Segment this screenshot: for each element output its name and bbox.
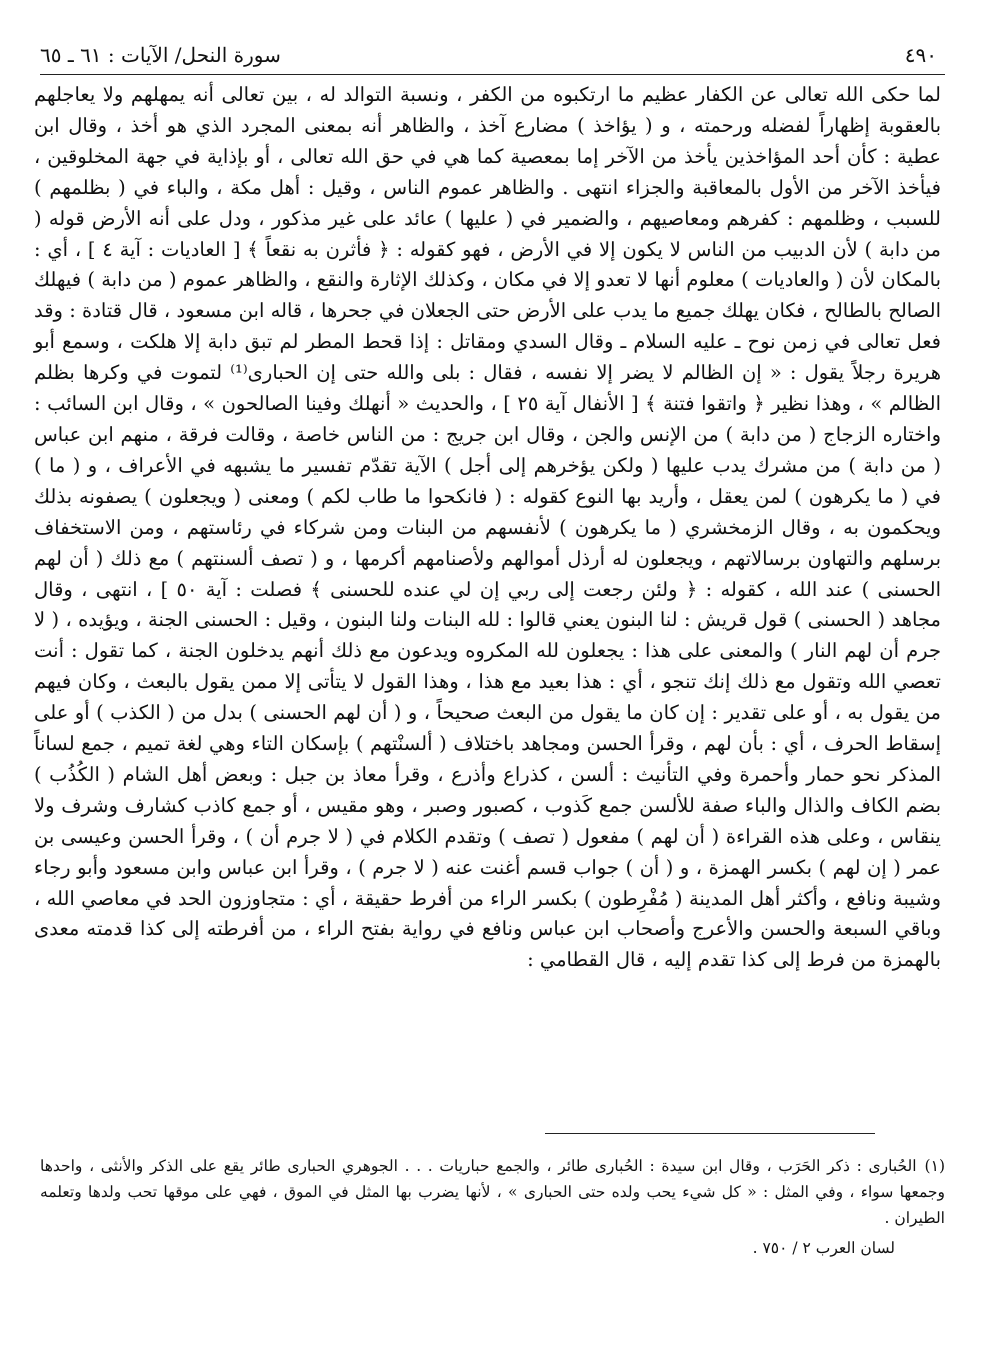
body-paragraph: لما حكى الله تعالى عن الكفار عظيم ما ارتكبوه من الكفر ، ونسبة التوالد له ، بين تعالى أنه يمهلهم ولا يعاجلهم بالعقوبة إظهاراً لفضله ورحمته ، و ( يؤاخذ ) مضارع آخذ ، والظاهر أنه بمعنى المجرد الذي هو أخذ ، وقال ابن عطية : كأن أحد المؤاخذين يأخذ من الآخر إما بمعصية كما هي في حق الله تعالى ، أو بإذاية في جهة المخلوقين ، فيأخذ الآخر من الأول بالمعاقبة والجزاء انتهى . والظاهر عموم الناس ، وقيل : أهل مكة ، والباء في ( بظلمهم ) للسبب ، وظلمهم : كفرهم ومعاصيهم ، والضمير في ( عليها ) عائد على غير مذكور ، ودل على أنه الأرض قوله ( من دابة ) لأن الدبيب من الناس لا يكون إلا في الأرض ، فهو كقوله : ﴿ فأثرن به نقعاً ﴾ [ العاديات : آية ٤ ] ، أي : بالمكان لأن ( والعاديات ) معلوم أنها لا تعدو إلا في مكان ، وكذلك الإثارة والنقع ، والظاهر عموم ( من دابة ) فيهلك الصالح بالطالح ، فكان يهلك جميع ما يدب على الأرض حتى الجعلان في جحرها ، قاله ابن مسعود ، قال قتادة : وقد فعل تعالى في زمن نوح ـ عليه السلام ـ وقال السدي ومقاتل : إذا قحط المطر لم تبق دابة إلا هلكت ، وسمع أبو هريرة رجلاً يقول : « إن الظالم لا يضر إلا نفسه ، فقال : بلى والله حتى إن الحبارى⁽¹⁾ لتموت في وكرها بظلم الظالم » ، وهذا نظير ﴿ واتقوا فتنة ﴾ [ الأنفال آية ٢٥ ] ، والحديث « أنهلك وفينا الصالحون » ، وقال ابن السائب : واختاره الزجاج ( من دابة ) من الإنس والجن ، وقال ابن جريج : من الناس خاصة ، وقالت فرقة ، منهم ابن عباس ( من دابة ) من مشرك يدب عليها ( ولكن يؤخرهم إلى أجل ) الآية تقدّم تفسير ما يشبهه في الأعراف ، و ( ما ) في ( ما يكرهون ) لمن يعقل ، وأريد بها النوع كقوله : ( فانكحوا ما طاب لكم ) ومعنى ( ويجعلون ) يصفونه بذلك ويحكمون به ، وقال الزمخشري ( ما يكرهون ) لأنفسهم من البنات ومن شركاء في رئاستهم ، ومن الاستخفاف برسلهم والتهاون برسالاتهم ، ويجعلون له أرذل أموالهم ولأصنامهم أكرمها ، و ( تصف ألسنتهم ) مع ذلك ( أن لهم الحسنى ) عند الله ، كقوله : ﴿ ولئن رجعت إلى ربي إن لي عنده للحسنى ﴾ فصلت : آية ٥٠ ] ، انتهى ، وقال مجاهد ( الحسنى ) قول قريش : لنا البنون يعني قالوا : لله البنات ولنا البنون ، وقيل : الحسنى الجنة ، ويؤيده ، ( لا جرم أن لهم النار ) والمعنى على هذا : يجعلون لله المكروه ويدعون مع ذلك أنهم يدخلون الجنة ، كما تقول : أنت تعصي الله وتقول مع ذلك إنك تنجو ، أي : هذا بعيد مع هذا ، وهذا القول لا يتأتى إلا ممن يقول بالبعث ، وكان فيهم من يقول به ، أو على تقدير : إن كان ما يقول من البعث صحيحاً ، و ( أن لهم الحسنى ) بدل من ( الكذب ) أو على إسقاط الحرف ، أي : بأن لهم ، وقرأ الحسن ومجاهد باختلاف ( ألسنْتهم ) بإسكان التاء وهي لغة تميم ، جمع لساناً المذكر نحو حمار وأحمرة وفي التأنيث : ألسن ، كذراع وأذرع ، وقرأ معاذ بن جبل : وبعض أهل الشام ( الكُذُب ) بضم الكاف والذال والباء صفة للألسن جمع كَذوب ، كصبور وصبر ، وهو مقيس ، أو جمع كاذب كشارف وشرف ولا ينقاس ، وعلى هذه القراءة ( أن لهم ) مفعول ( تصف ) وتقدم الكلام في ( لا جرم أن ) ، وقرأ الحسن وعيسى بن عمر ( إن لهم ) بكسر الهمزة ، و ( أن ) جواب قسم أغنت عنه ( لا جرم ) ، وقرأ ابن عباس وابن مسعود وأبو رجاء وشيبة ونافع ، وأكثر أهل المدينة ( مُفْرِطون ) بكسر الراء من أفرط حقيقة ، أي : متجاوزون الحد في معاصي الله ، وباقي السبعة والحسن والأعرج وأصحاب ابن عباس ونافع في رواية بفتح الراء ، من أفرطته إلى كذا قدمته معدى بالهمزة من فرط إلى كذا تقدم إليه ، قال القطامي : bbox=[34, 83, 942, 972]
footnote-text: الحُبارى : ذكر الحَرَب ، وقال ابن سيدة : الحُبارى طائر ، والجمع حباريات . . . الجوهري الحبارى طائر يقع على الذكر والأنثى ، واحدها وجمعها سواء ، وفي المثل : « كل شيء يحب ولده حتى الحبارى » ، لأنها يضرب بها المثل في الموق ، فهي على موقها تحب ولدها وتعلمه الطيران . bbox=[40, 1157, 945, 1227]
footnote-reference: لسان العرب ٢ / ٧٥٠ . bbox=[752, 1239, 895, 1257]
page-number: ٤٩٠ bbox=[904, 43, 937, 67]
footnote-1 bbox=[40, 1153, 945, 1231]
main-text bbox=[34, 80, 941, 976]
running-title: سورة النحل/ الآيات : ٦١ ـ ٦٥ bbox=[40, 43, 281, 67]
page-header bbox=[40, 40, 945, 70]
footnote-divider bbox=[545, 1133, 875, 1134]
footnotes bbox=[40, 1153, 945, 1261]
footnote-mark: (١) bbox=[924, 1157, 945, 1175]
header-rule bbox=[40, 74, 945, 75]
